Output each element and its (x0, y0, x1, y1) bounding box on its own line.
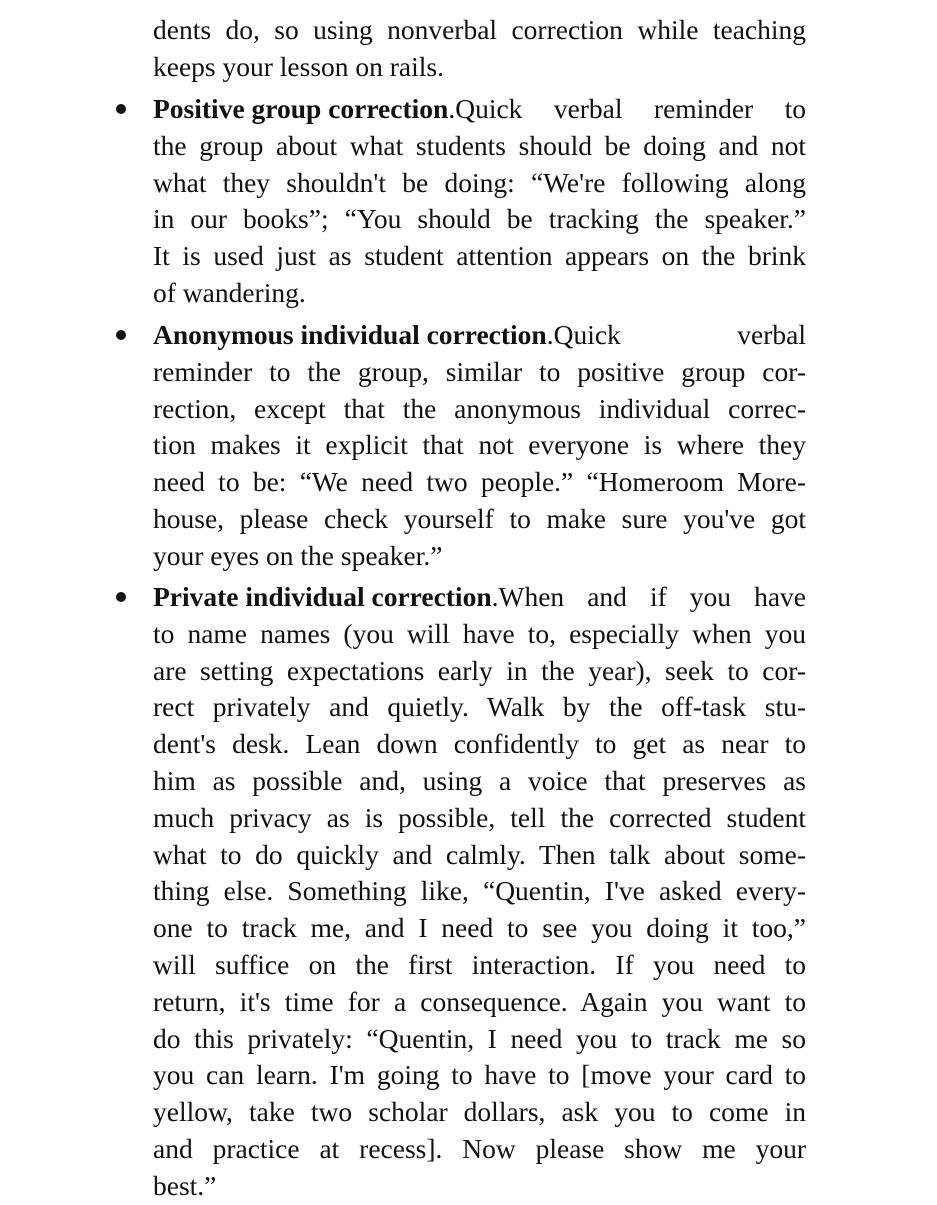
text-line: your eyes on the speaker.” (153, 539, 443, 571)
text-line: rection, except that the anonymous individual correc- (153, 392, 806, 424)
term-label: Positive group correction (153, 93, 449, 124)
text-line: return, it's time for a consequence. Again you want to (153, 985, 806, 1017)
text-segment: Quick verbal (553, 319, 806, 350)
text-line (153, 317, 806, 354)
text-line: in our books”; “You should be tracking the speaker.” (153, 203, 806, 235)
text-line: to name names (you will have to, especially when you (153, 617, 806, 649)
term-period: . (448, 93, 456, 124)
text-line: house, please check yourself to make sure you've got (153, 502, 806, 534)
text-line: one to track me, and I need to see you doing it too,” (153, 912, 806, 944)
text-line: and practice at recess]. Now please show me your (153, 1132, 806, 1164)
list-item-private-individual-correction (153, 579, 806, 1205)
text-line: best.” (153, 1169, 217, 1201)
bullet-icon (116, 104, 126, 114)
term-period: . (491, 581, 499, 612)
text-line: dent's desk. Lean down confidently to get as near to (153, 728, 806, 760)
text-segment: When and if you have (498, 581, 806, 612)
bullet-icon (116, 330, 126, 340)
term-label: Private individual correction (153, 581, 492, 612)
text-line: the group about what students should be doing and not (153, 129, 806, 161)
term-period: . (546, 319, 554, 350)
text-line (153, 91, 806, 128)
text-line: you can learn. I'm going to have to [move your card to (153, 1059, 806, 1091)
text-line (153, 579, 806, 616)
text-line: tion makes it explicit that not everyone is where they (153, 429, 806, 461)
text-line: him as possible and, using a voice that preserves as (153, 764, 806, 796)
text-line: dents do, so using nonverbal correction while teaching (153, 14, 806, 45)
text-line: what they shouldn't be doing: “We're following along (153, 166, 806, 198)
text-line: will suffice on the first interaction. If you need to (153, 948, 806, 980)
text-line: reminder to the group, similar to positive group cor- (153, 355, 806, 387)
intro-paragraph (153, 12, 806, 86)
text-line: thing else. Something like, “Quentin, I've asked every- (153, 875, 806, 907)
text-line: keeps your lesson on rails. (153, 50, 444, 82)
text-line: do this privately: “Quentin, I need you to track me so (153, 1022, 806, 1054)
text-line: rect privately and quietly. Walk by the off-task stu- (153, 691, 806, 723)
text-line: of wandering. (153, 276, 306, 308)
term-label: Anonymous individual correction (153, 319, 547, 350)
text-line: It is used just as student attention appears on the brink (153, 240, 806, 272)
text-segment: Quick verbal reminder to (455, 93, 806, 124)
text-line: are setting expectations early in the year), seek to cor- (153, 654, 806, 686)
text-line: what to do quickly and calmly. Then talk about some- (153, 838, 806, 870)
text-line: yellow, take two scholar dollars, ask you to come in (153, 1096, 806, 1128)
list-item-positive-group-correction (153, 91, 806, 312)
text-line: much privacy as is possible, tell the corrected student (153, 801, 806, 833)
list-item-anonymous-individual-correction (153, 317, 806, 575)
text-line: need to be: “We need two people.” “Homeroom More- (153, 466, 806, 498)
bullet-icon (116, 592, 126, 602)
